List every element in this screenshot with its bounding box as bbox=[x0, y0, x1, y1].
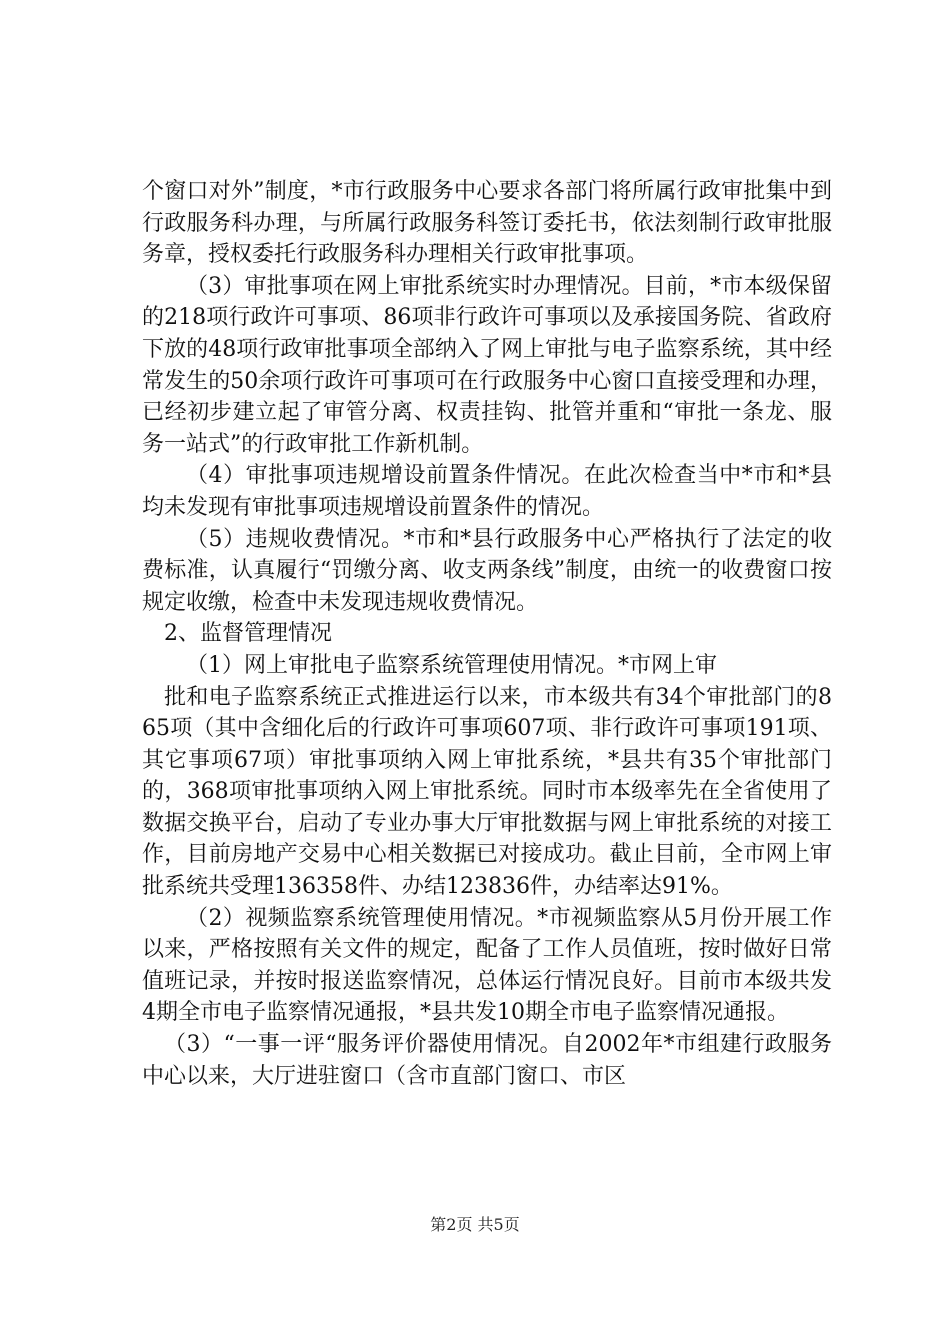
paragraph-supervision-1-continued: 批和电子监察系统正式推进运行以来，市本级共有34个审批部门的865项（其中含细化后的行政许可事项607项、非行政许可事项191项、其它事项67项）审批事项纳入网上审批系统，*县共有35个审批部门的，368项审批事项纳入网上审批系统。同时市本级率先在全省使用了数据交换平台，启动了专业办事大厅审批数据与网上审批系统的对接工作，目前房地产交易中心相关数据已对接成功。截止目前，全市网上审批系统共受理136358件、办结123836件，办结率达91%。 bbox=[142, 684, 832, 900]
paragraph-item-4: （4）审批事项违规增设前置条件情况。在此次检查当中*市和*县均未发现有审批事项违规增设前置条件的情况。 bbox=[142, 463, 832, 520]
document-body bbox=[142, 176, 832, 1092]
paragraph-item-3: （3）审批事项在网上审批系统实时办理情况。目前，*市本级保留的218项行政许可事项、86项非行政许可事项以及承接国务院、省政府下放的48项行政审批事项全部纳入了网上审批与电子监察系统，其中经常发生的50余项行政许可事项可在行政服务中心窗口直接受理和办理，已经初步建立起了审管分离、权责挂钩、批管并重和“审批一条龙、服务一站式”的行政审批工作新机制。 bbox=[142, 273, 832, 457]
paragraph-item-5: （5）违规收费情况。*市和*县行政服务中心严格执行了法定的收费标准，认真履行“罚缴分离、收支两条线”制度，由统一的收费窗口按规定收缴，检查中未发现违规收费情况。 bbox=[142, 526, 832, 615]
section-heading-supervision: 2、监督管理情况 bbox=[164, 621, 332, 647]
page-footer: 第2页 共5页 bbox=[430, 1215, 520, 1234]
paragraph-continuation: 个窗口对外”制度，*市行政服务中心要求各部门将所属行政审批集中到行政服务科办理，与所属行政服务科签订委托书，依法刻制行政审批服务章，授权委托行政服务科办理相关行政审批事项。 bbox=[142, 179, 832, 268]
paragraph-supervision-3: （3）“一事一评“服务评价器使用情况。自2002年*市组建行政服务中心以来，大厅进驻窗口（含市直部门窗口、市区 bbox=[142, 1032, 832, 1089]
paragraph-supervision-2: （2）视频监察系统管理使用情况。*市视频监察从5月份开展工作以来，严格按照有关文件的规定，配备了工作人员值班，按时做好日常值班记录，并按时报送监察情况，总体运行情况良好。目前市本级共发4期全市电子监察情况通报，*县共发10期全市电子监察情况通报。 bbox=[142, 905, 832, 1026]
paragraph-supervision-1: （1）网上审批电子监察系统管理使用情况。*市网上审 bbox=[186, 652, 717, 678]
